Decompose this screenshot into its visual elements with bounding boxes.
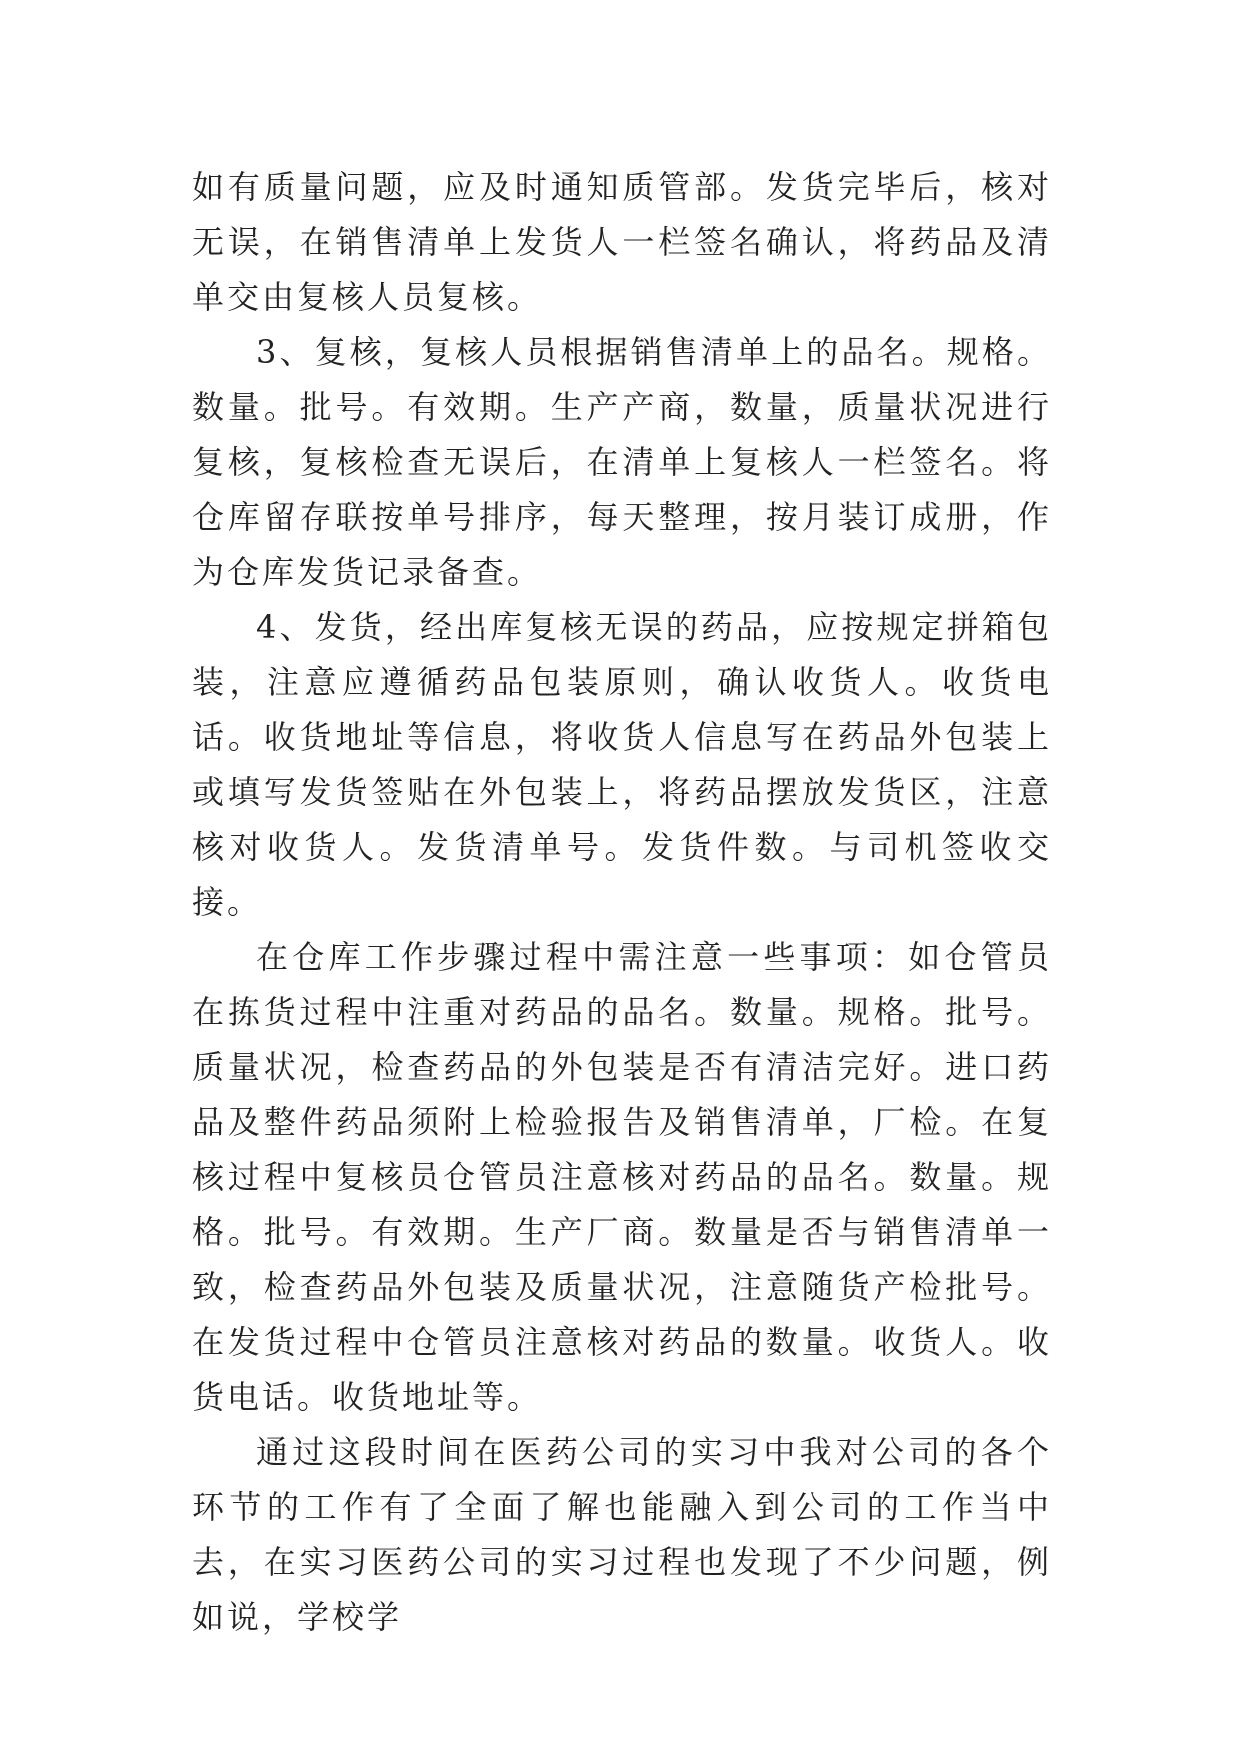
paragraph-2: 3、复核，复核人员根据销售清单上的品名。规格。数量。批号。有效期。生产产商，数量，质量状况进行复核，复核检查无误后，在清单上复核人一栏签名。将仓库留存联按单号排序，每天整理，按月装订成册，作为仓库发货记录备查。 (192, 333, 1052, 591)
paragraph-5: 通过这段时间在医药公司的实习中我对公司的各个环节的工作有了全面了解也能融入到公司的工作当中去，在实习医药公司的实习过程也发现了不少问题，例如说，学校学 (192, 1433, 1052, 1636)
paragraph-4: 在仓库工作步骤过程中需注意一些事项：如仓管员在拣货过程中注重对药品的品名。数量。规格。批号。质量状况，检查药品的外包装是否有清洁完好。进口药品及整件药品须附上检验报告及销售清单，厂检。在复核过程中复核员仓管员注意核对药品的品名。数量。规格。批号。有效期。生产厂商。数量是否与销售清单一致，检查药品外包装及质量状况，注意随货产检批号。在发货过程中仓管员注意核对药品的数量。收货人。收货电话。收货地址等。 (192, 938, 1052, 1416)
document-body (192, 160, 1052, 1645)
paragraph-1: 如有质量问题，应及时通知质管部。发货完毕后，核对无误，在销售清单上发货人一栏签名确认，将药品及清单交由复核人员复核。 (192, 168, 1052, 316)
paragraph-3: 4、发货，经出库复核无误的药品，应按规定拼箱包装，注意应遵循药品包装原则，确认收货人。收货电话。收货地址等信息，将收货人信息写在药品外包装上或填写发货签贴在外包装上，将药品摆放发货区，注意核对收货人。发货清单号。发货件数。与司机签收交接。 (192, 608, 1052, 921)
